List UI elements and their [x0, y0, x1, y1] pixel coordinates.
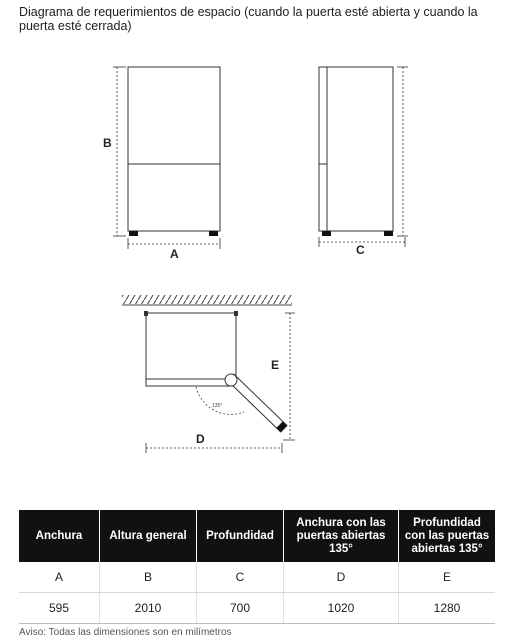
fridge-front-foot-left: [129, 231, 138, 236]
table-row: [19, 593, 495, 624]
angle-label: 135°: [212, 403, 223, 409]
front-view: [103, 67, 220, 261]
opening-arc: [196, 387, 244, 414]
fridge-side-foot-right: [384, 231, 393, 236]
fridge-top-door-closed: [146, 379, 236, 386]
table-cell: D: [284, 562, 399, 593]
fridge-front-body: [128, 67, 220, 231]
table-cell: B: [100, 562, 197, 593]
fridge-handle-right: [234, 311, 238, 316]
fridge-handle-left: [144, 311, 148, 316]
table-header: Profundidad con las puertas abiertas 135°: [399, 510, 496, 562]
table-header: Altura general: [100, 510, 197, 562]
table-row: [19, 562, 495, 593]
fridge-side-door-bottom: [319, 164, 327, 231]
table-cell: 1280: [399, 593, 496, 624]
notice-text: Aviso: Todas las dimensiones son en milímetros: [19, 627, 232, 638]
label-E: E: [271, 358, 280, 372]
table-cell: A: [19, 562, 100, 593]
table-header: Profundidad: [197, 510, 284, 562]
wall-hatch: [122, 295, 292, 304]
fridge-side-door-top: [319, 67, 327, 164]
door-hinge: [225, 374, 237, 386]
table-cell: 595: [19, 593, 100, 624]
diagram-title: Diagrama de requerimientos de espacio (cuando la puerta esté abierta y cuando la puerta esté cerrada): [19, 5, 478, 33]
fridge-top-body: [146, 313, 236, 379]
table-cell: 700: [197, 593, 284, 624]
table-cell: 1020: [284, 593, 399, 624]
label-B: B: [103, 136, 112, 150]
label-D: D: [196, 432, 205, 446]
top-view: [122, 295, 295, 453]
side-view: [319, 67, 408, 257]
table-cell: C: [197, 562, 284, 593]
table-header: Anchura con las puertas abiertas 135°: [284, 510, 399, 562]
table-cell: E: [399, 562, 496, 593]
table-header-row: [19, 510, 495, 562]
table-header: Anchura: [19, 510, 100, 562]
fridge-side-foot-left: [322, 231, 331, 236]
table-cell: 2010: [100, 593, 197, 624]
dimensions-table: [19, 510, 495, 624]
fridge-side-body: [327, 67, 393, 231]
label-C: C: [356, 243, 365, 257]
fridge-front-foot-right: [209, 231, 218, 236]
label-A: A: [170, 247, 179, 261]
